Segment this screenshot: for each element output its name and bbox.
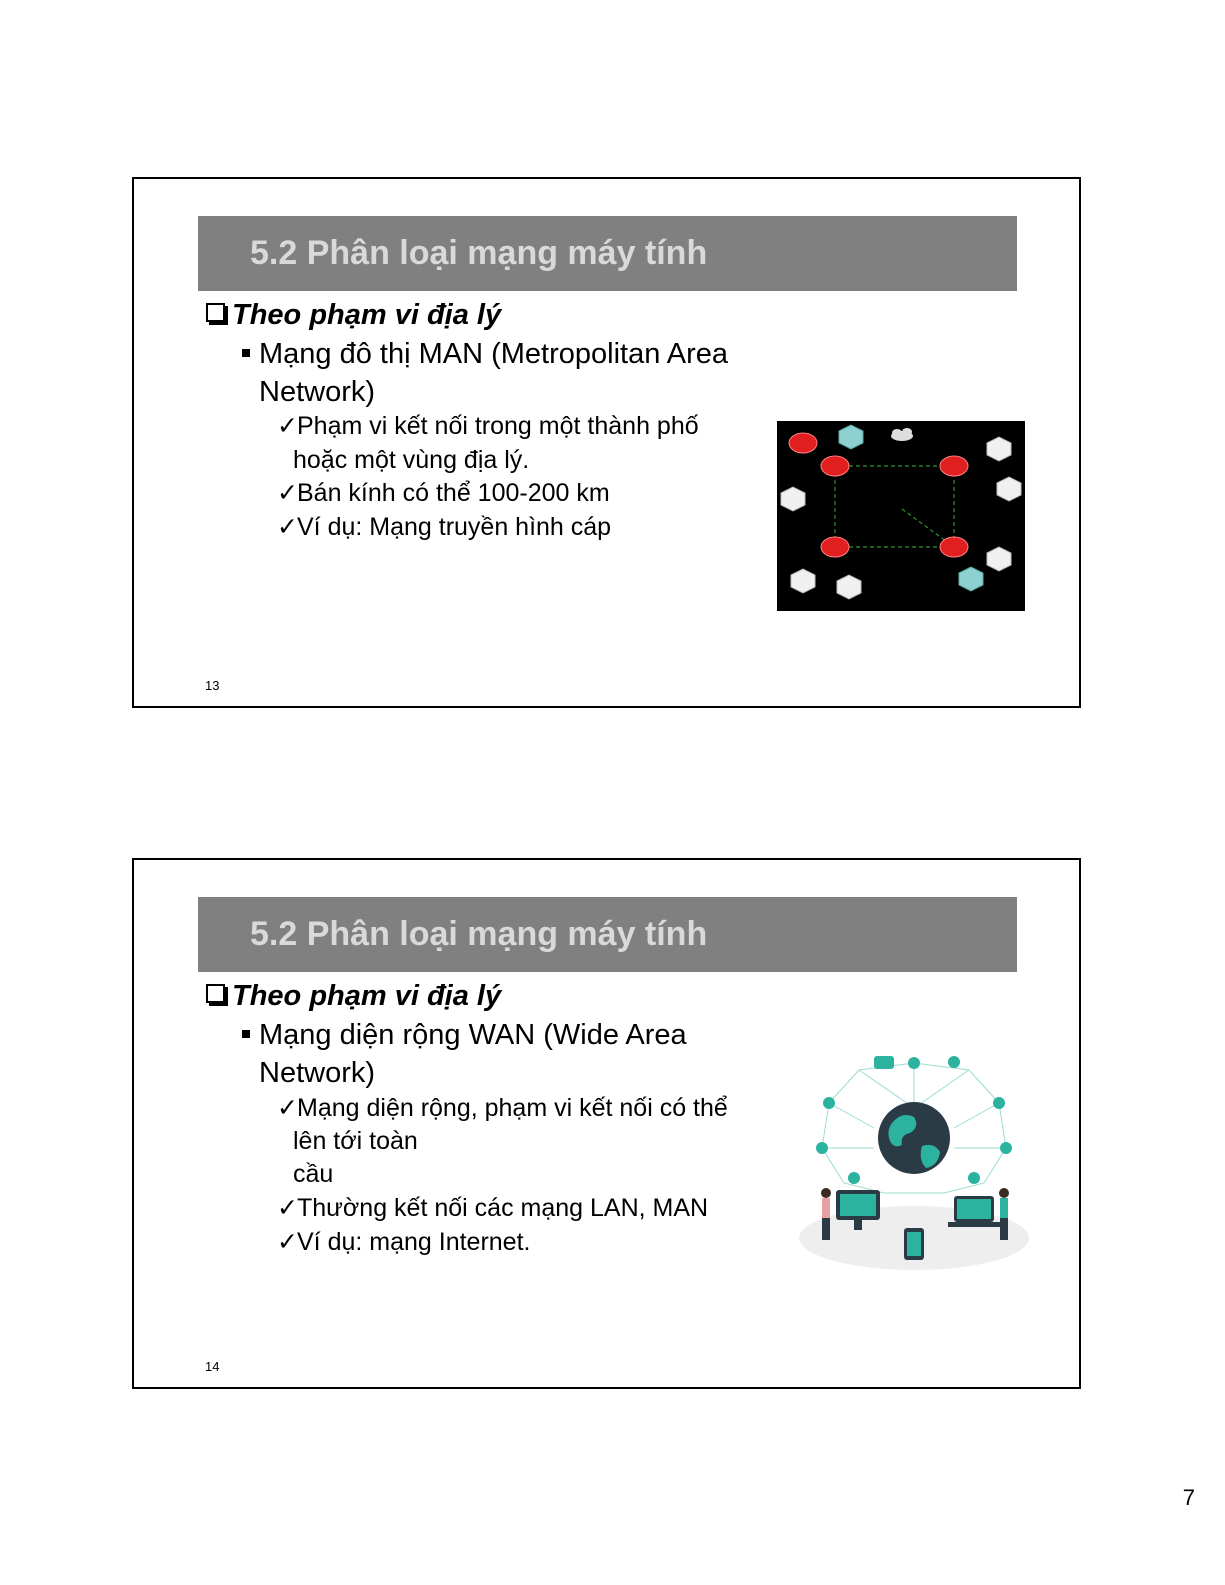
bullet-text-line1: Mạng đô thị MAN (Metropolitan Area	[259, 338, 729, 370]
network-diagram-image	[777, 421, 1025, 611]
section-heading: Theo phạm vi địa lý	[206, 299, 501, 332]
checkmark-icon: ✓	[277, 513, 298, 541]
slide-number: 14	[205, 1359, 220, 1374]
globe-network-icon	[794, 1048, 1034, 1278]
check-item: ✓ Bán kính có thể 100-200 km	[277, 476, 610, 510]
square-bullet-icon	[242, 1030, 250, 1038]
checkmark-icon: ✓	[277, 479, 298, 507]
bullet-text-line2: Network)	[259, 1057, 376, 1089]
checkmark-icon: ✓	[277, 412, 298, 440]
bullet-text-line2: Network)	[259, 376, 376, 408]
slide-title: 5.2 Phân loại mạng máy tính	[250, 915, 708, 953]
slide-14	[132, 858, 1081, 1389]
slide-title-bar	[198, 216, 1017, 291]
checkbox-bullet-icon	[206, 303, 225, 322]
check-item: ✓ Ví dụ: Mạng truyền hình cáp	[277, 510, 611, 544]
bullet-item	[242, 1016, 687, 1092]
slide-title-bar	[198, 897, 1017, 972]
checkmark-icon: ✓	[277, 1228, 298, 1256]
check-item: ✓ Phạm vi kết nối trong một thành phố hoặc một vùng địa lý.	[277, 409, 699, 477]
check-item: ✓ Mạng diện rộng, phạm vi kết nối có thể lên tới toàn cầu	[277, 1094, 728, 1188]
slide-number: 13	[205, 678, 220, 693]
square-bullet-icon	[242, 349, 250, 357]
checkbox-bullet-icon	[206, 984, 225, 1003]
checkmark-icon: ✓	[277, 1194, 298, 1222]
page-number: 7	[1182, 1485, 1195, 1510]
slide-13	[132, 177, 1081, 708]
check-item: ✓ Ví dụ: mạng Internet.	[277, 1225, 530, 1259]
section-heading: Theo phạm vi địa lý	[206, 980, 501, 1013]
checkmark-icon: ✓	[277, 1094, 298, 1122]
bullet-text-line1: Mạng diện rộng WAN (Wide Area	[259, 1019, 687, 1051]
slide-title: 5.2 Phân loại mạng máy tính	[250, 234, 708, 272]
check-item: ✓ Thường kết nối các mạng LAN, MAN	[277, 1191, 708, 1225]
bullet-item	[242, 335, 728, 411]
